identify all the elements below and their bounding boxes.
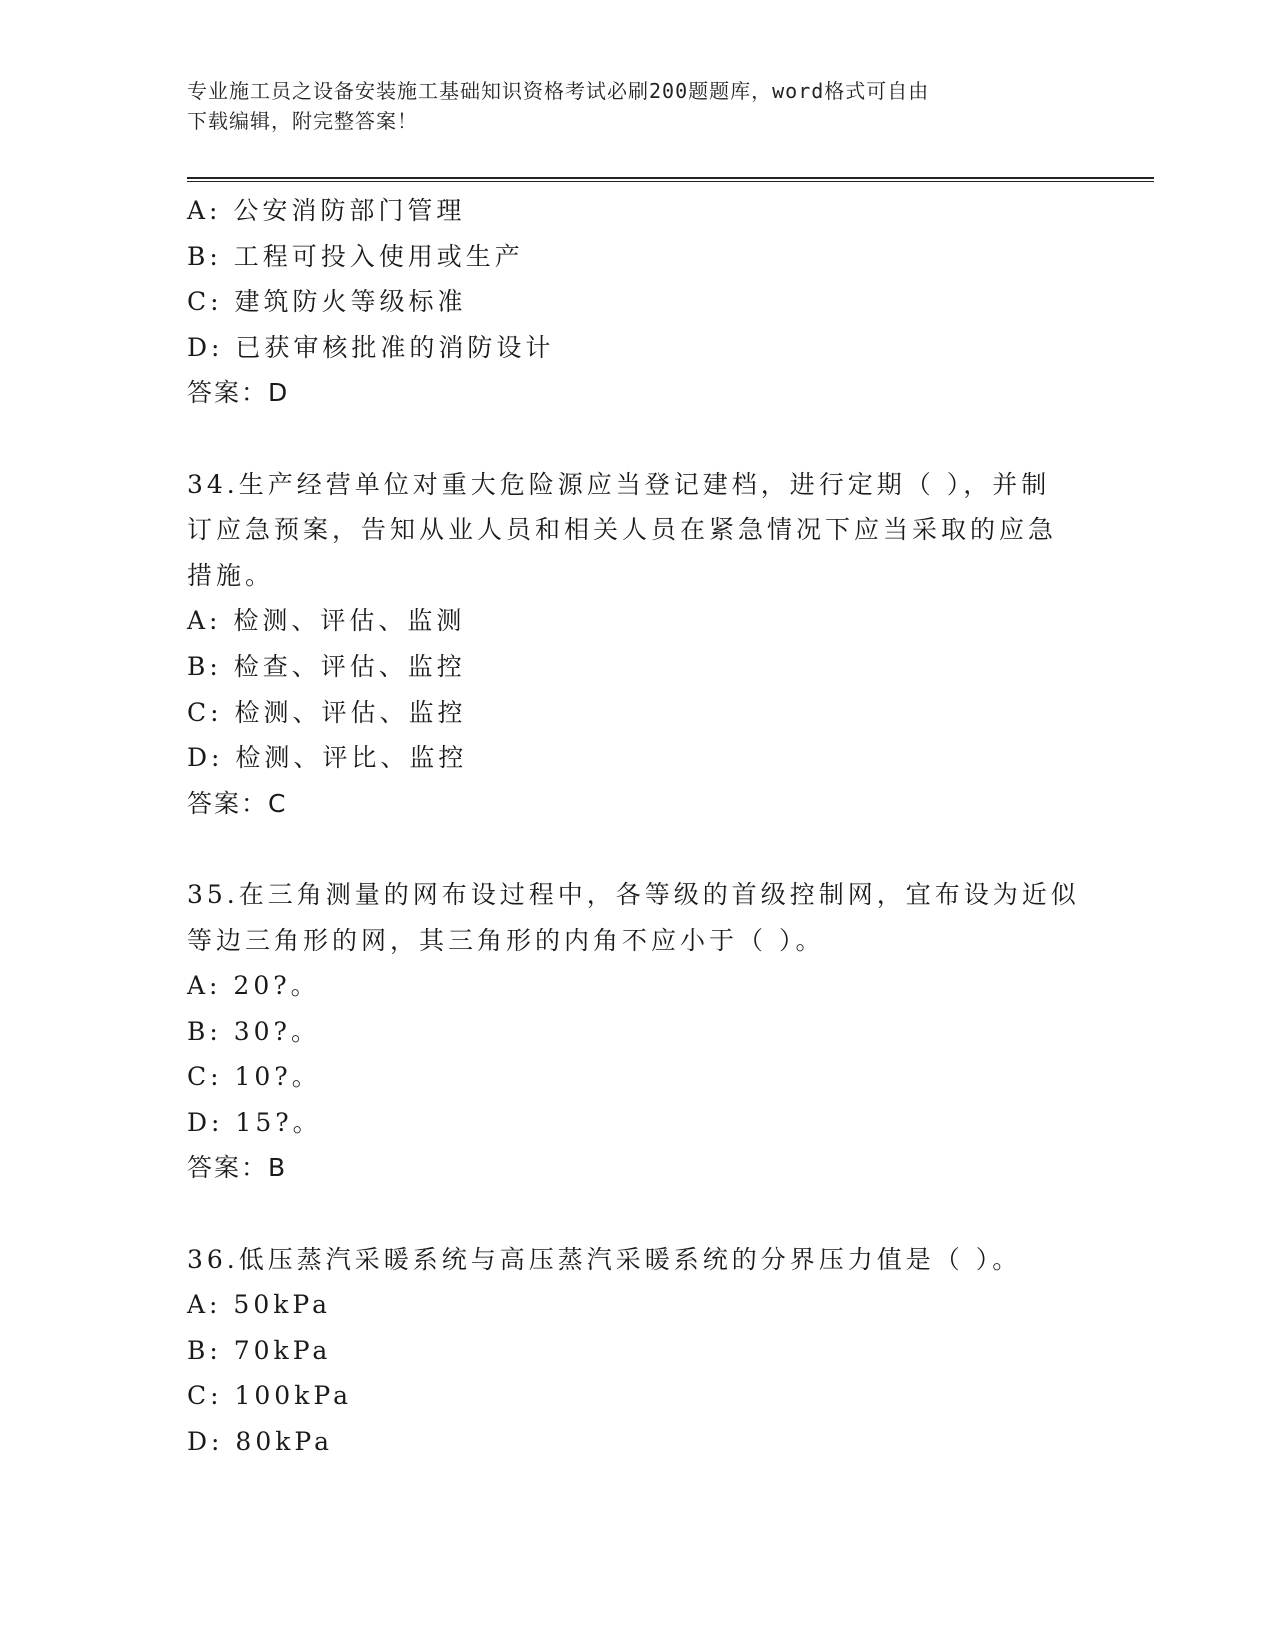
- option-a: A: 公安消防部门管理: [187, 196, 466, 225]
- question-stem-line: 等边三角形的网，其三角形的内角不应小于（ ）。: [187, 925, 825, 955]
- answer: 答案：B: [187, 1153, 288, 1183]
- option-d: D: 80kPa: [187, 1427, 333, 1457]
- question-stem-line: 34.生产经营单位对重大危险源应当登记建档，进行定期（ ），并制: [187, 469, 1051, 499]
- question-stem-line: 36.低压蒸汽采暖系统与高压蒸汽采暖系统的分界压力值是（ ）。: [187, 1244, 1022, 1274]
- question-35: [187, 872, 1087, 1191]
- option-d: D: 15?。: [187, 1107, 322, 1137]
- question-stem-line: 订应急预案，告知从业人员和相关人员在紧急情况下应当采取的应急: [187, 515, 1058, 545]
- option-b: B: 30?。: [187, 1016, 320, 1046]
- option-c: C: 建筑防火等级标准: [187, 287, 467, 317]
- option-d: D: 已获审核批准的消防设计: [187, 332, 555, 362]
- option-a: A: 检测、评估、监测: [187, 606, 466, 636]
- option-c: C: 10?。: [187, 1062, 321, 1092]
- question-stem-line: 35.在三角测量的网布设过程中，各等级的首级控制网，宜布设为近似: [187, 879, 1080, 909]
- question-stem-line: 措施。: [187, 560, 275, 590]
- option-a: A: 20?。: [187, 971, 320, 1001]
- option-b: B: 70kPa: [187, 1335, 332, 1365]
- document-body: [187, 188, 1087, 1465]
- option-d: D: 检测、评比、监控: [187, 743, 468, 773]
- header-line-1: 专业施工员之设备安装施工基础知识资格考试必刷200题题库，word格式可自由: [187, 79, 930, 103]
- spacer: [187, 416, 1087, 462]
- option-a: A: 50kPa: [187, 1290, 331, 1320]
- option-c: C: 检测、评估、监控: [187, 697, 467, 727]
- answer: 答案：D: [187, 378, 290, 408]
- header-divider: [187, 177, 1154, 182]
- question-33-continued: [187, 188, 1087, 416]
- option-c: C: 100kPa: [187, 1381, 352, 1411]
- document-header: [187, 76, 1067, 136]
- spacer: [187, 1191, 1087, 1237]
- answer: 答案：C: [187, 788, 288, 818]
- spacer: [187, 826, 1087, 872]
- header-line-2: 下载编辑，附完整答案！: [187, 109, 418, 133]
- question-34: [187, 462, 1087, 827]
- question-36: [187, 1237, 1087, 1465]
- option-b: B: 检查、评估、监控: [187, 651, 466, 681]
- option-b: B: 工程可投入使用或生产: [187, 241, 524, 271]
